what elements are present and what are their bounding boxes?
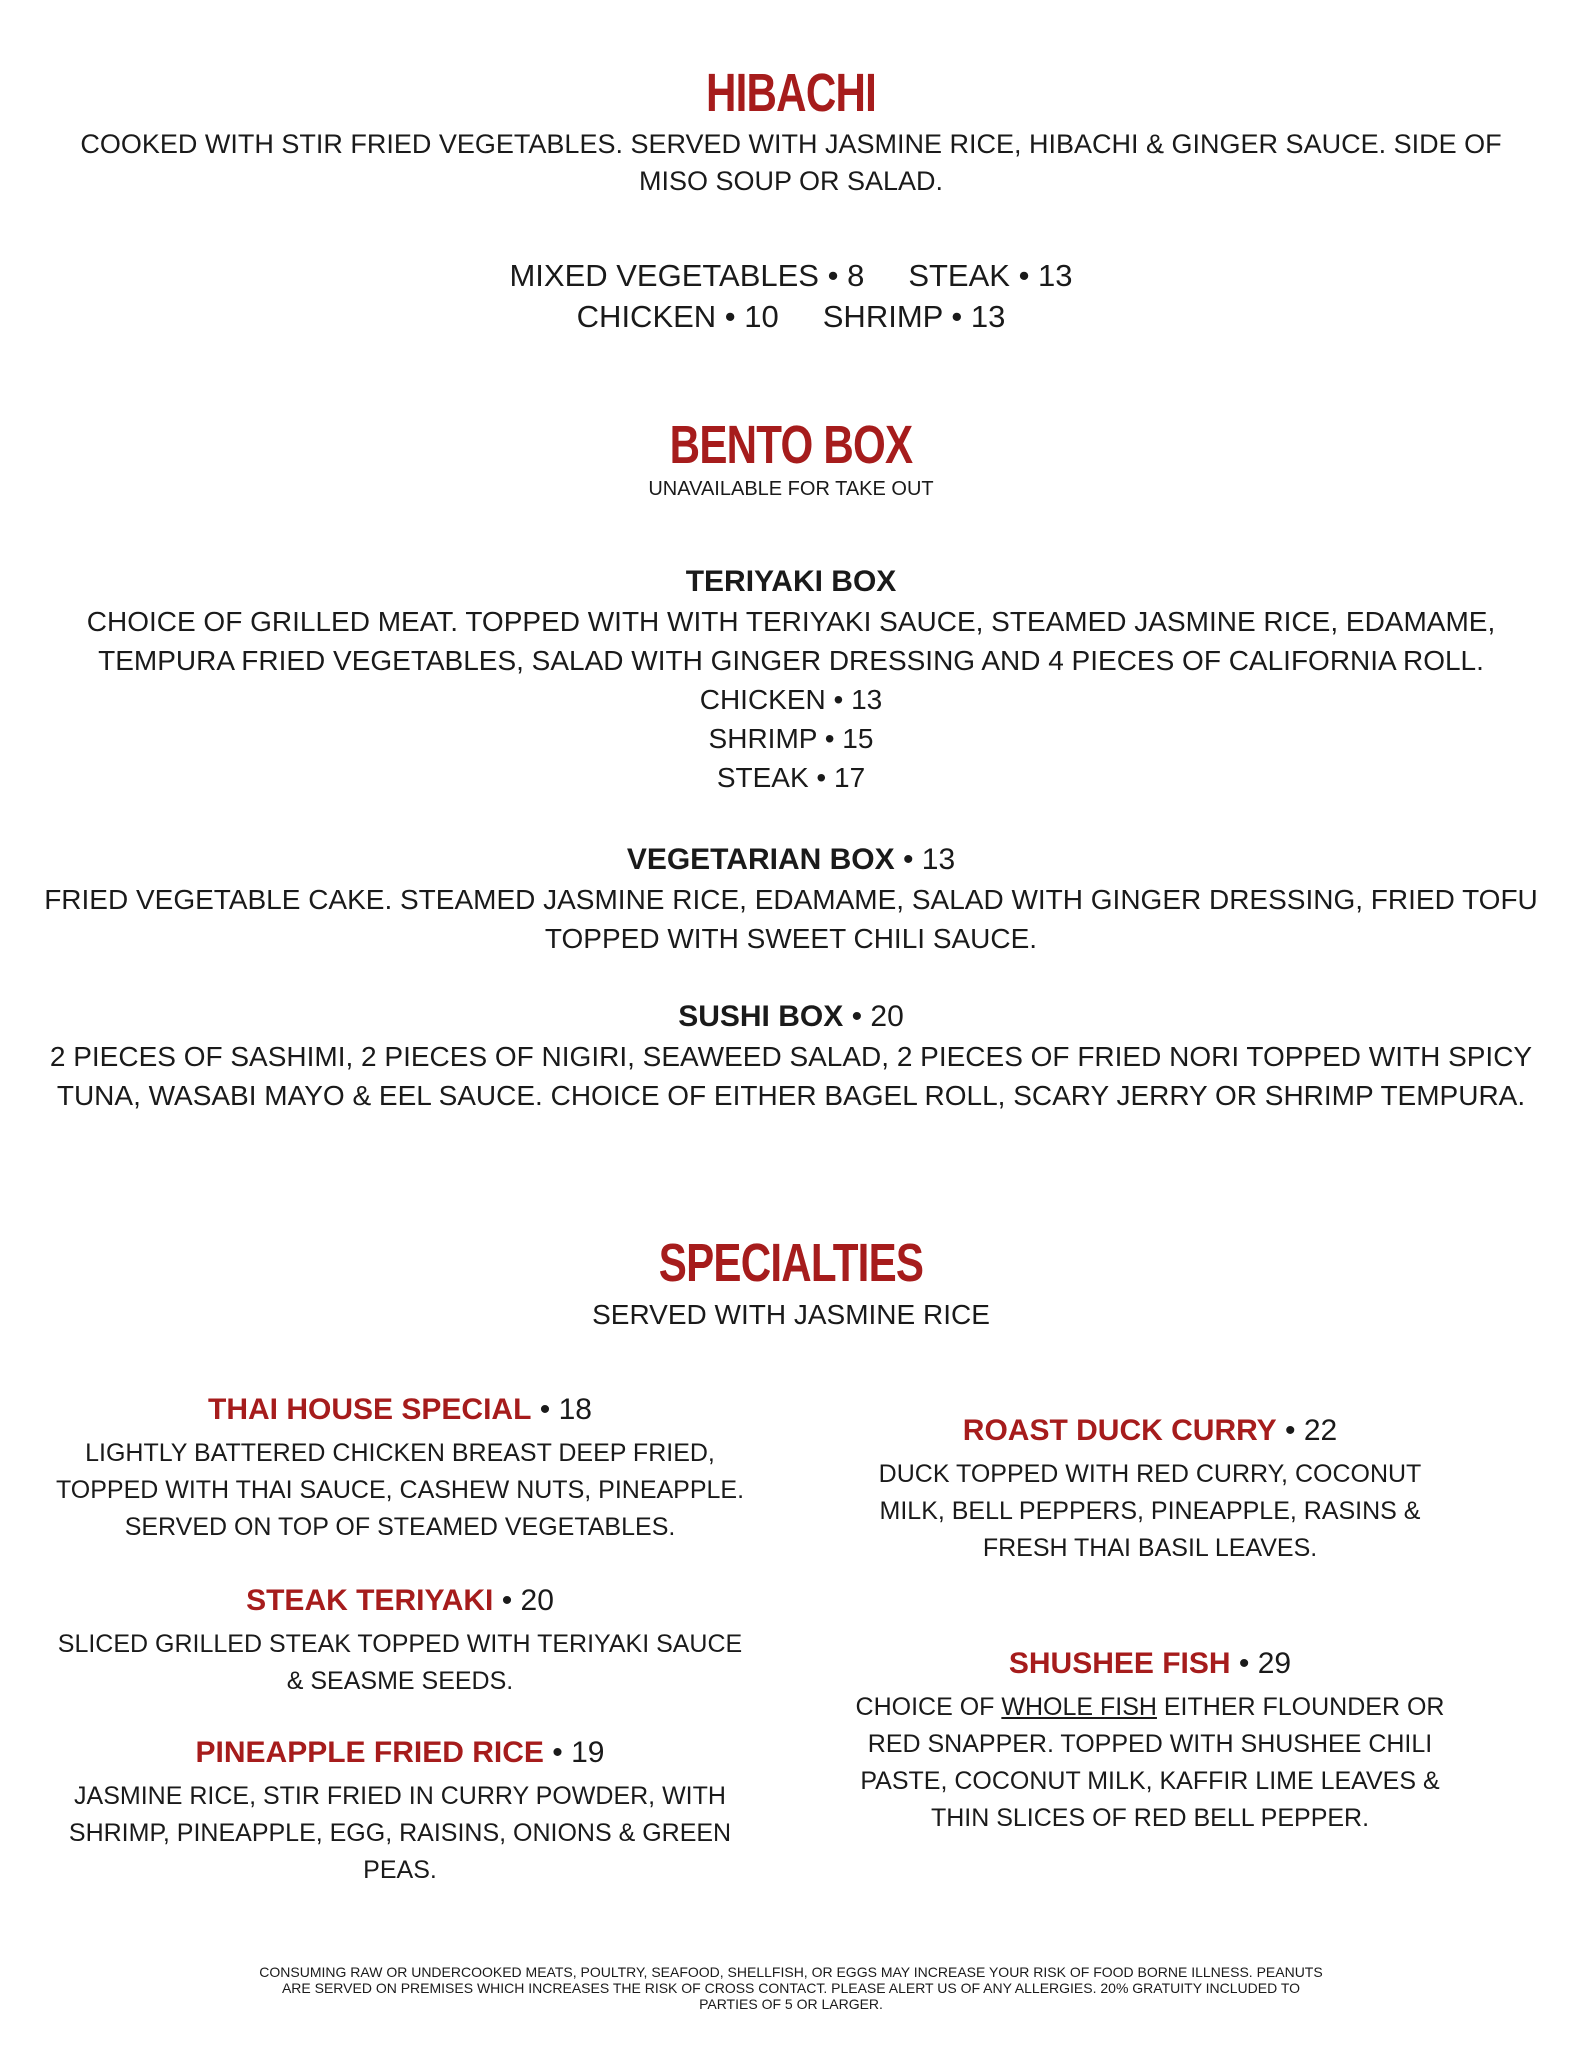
pineapple-fried-rice-name: PINEAPPLE FRIED RICE [195,1736,544,1769]
hibachi-prices-row-2 [0,296,1582,337]
vegetarian-box-desc-2: TOPPED WITH SWEET CHILI SAUCE. [544,923,1038,954]
sushi-box-heading [0,998,1582,1036]
thai-house-special-desc: SERVED ON TOP OF STEAMED VEGETABLES. [124,1513,676,1541]
shushee-fish-name: SHUSHEE FISH [1008,1647,1231,1680]
bento-title: BENTO BOX [669,415,913,475]
hibachi-item: CHICKEN • 10 [576,299,779,334]
shushee-fish-desc-pre: CHOICE OF [855,1693,1002,1721]
thai-house-special-name: THAI HOUSE SPECIAL [208,1393,532,1426]
hibachi-item: STEAK • 13 [908,258,1073,293]
pineapple-fried-rice [40,1733,760,1889]
roast-duck-curry-price: • 22 [1276,1414,1338,1447]
teriyaki-box-desc-2: TEMPURA FRIED VEGETABLES, SALAD WITH GINGER DRESSING AND 4 PIECES OF CALIFORNIA ROLL. [98,645,1484,676]
sushi-box-desc-2: TUNA, WASABI MAYO & EEL SAUCE. CHOICE OF EITHER BAGEL ROLL, SCARY JERRY OR SHRIMP TEMPURA. [56,1080,1526,1111]
pineapple-fried-rice-desc: JASMINE RICE, STIR FRIED IN CURRY POWDER, WITH [74,1782,726,1810]
steak-teriyaki-desc: SLICED GRILLED STEAK TOPPED WITH TERIYAKI SAUCE [57,1630,743,1658]
sushi-box-desc-1: 2 PIECES OF SASHIMI, 2 PIECES OF NIGIRI, SEAWEED SALAD, 2 PIECES OF FRIED NORI TOPPED WITH SPICY [49,1041,1533,1072]
bento-subtitle: UNAVAILABLE FOR TAKE OUT [648,478,934,500]
teriyaki-option: SHRIMP • 15 [708,723,874,754]
thai-house-special-price: • 18 [531,1393,592,1426]
hibachi-item: MIXED VEGETABLES • 8 [509,258,865,293]
specialties-title: SPECIALTIES [658,1233,924,1293]
thai-house-special-desc: TOPPED WITH THAI SAUCE, CASHEW NUTS, PINEAPPLE. [55,1476,745,1504]
shushee-fish-desc [800,1689,1500,1726]
teriyaki-box-name: TERIYAKI BOX [685,565,897,598]
pineapple-fried-rice-price: • 19 [543,1736,605,1769]
footer-line: ARE SERVED ON PREMISES WHICH INCREASES THE RISK OF CROSS CONTACT. PLEASE ALERT US OF ANY ALLERGIES. 20% GRATUITY INCLUDED TO [281,1980,1301,1996]
steak-teriyaki [40,1581,760,1700]
roast-duck-curry-desc: MILK, BELL PEPPERS, PINEAPPLE, RASINS & [879,1497,1421,1525]
steak-teriyaki-name: STEAK TERIYAKI [246,1584,494,1617]
pineapple-fried-rice-desc: SHRIMP, PINEAPPLE, EGG, RAISINS, ONIONS & GREEN [68,1819,732,1847]
vegetarian-box-heading [0,841,1582,879]
hibachi-item: SHRIMP • 13 [822,299,1006,334]
shushee-fish-whole-fish: WHOLE FISH [1001,1693,1157,1721]
vegetarian-box-name: VEGETARIAN BOX [626,843,895,876]
pineapple-fried-rice-desc: PEAS. [363,1856,437,1884]
shushee-fish-desc-post: EITHER FLOUNDER OR [1156,1693,1445,1721]
hibachi-prices-row-1 [0,255,1582,296]
steak-teriyaki-price: • 20 [493,1584,554,1617]
shushee-fish-price: • 29 [1230,1647,1292,1680]
thai-house-special [40,1390,760,1546]
shushee-fish [800,1644,1500,1837]
sushi-box-name: SUSHI BOX [678,1000,844,1033]
footer-line: PARTIES OF 5 OR LARGER. [699,1996,883,2012]
teriyaki-option: STEAK • 17 [716,762,866,793]
shushee-fish-desc: RED SNAPPER. TOPPED WITH SHUSHEE CHILI [867,1730,1433,1758]
sushi-box-price: • 20 [843,1000,904,1033]
roast-duck-curry-name: ROAST DUCK CURRY [962,1414,1277,1447]
footer-disclaimer [0,1964,1582,2012]
thai-house-special-desc: LIGHTLY BATTERED CHICKEN BREAST DEEP FRIED, [85,1439,715,1467]
hibachi-title: HIBACHI [705,63,877,123]
teriyaki-option: CHICKEN • 13 [699,684,883,715]
vegetarian-box-desc-1: FRIED VEGETABLE CAKE. STEAMED JASMINE RICE, EDAMAME, SALAD WITH GINGER DRESSING, FRIED TOFU [44,884,1538,915]
footer-line: CONSUMING RAW OR UNDERCOOKED MEATS, POULTRY, SEAFOOD, SHELLFISH, OR EGGS MAY INCREASE YOUR RISK OF FOOD BORNE ILLNESS. PEANUTS [259,1964,1323,1980]
teriyaki-box-desc-1: CHOICE OF GRILLED MEAT. TOPPED WITH WITH TERIYAKI SAUCE, STEAMED JASMINE RICE, EDAMAME, [86,606,1496,637]
specialties-subtitle: SERVED WITH JASMINE RICE [592,1299,990,1330]
shushee-fish-desc: THIN SLICES OF RED BELL PEPPER. [930,1804,1370,1832]
steak-teriyaki-desc: & SEASME SEEDS. [286,1667,514,1695]
shushee-fish-desc: PASTE, COCONUT MILK, KAFFIR LIME LEAVES & [860,1767,1440,1795]
roast-duck-curry [800,1411,1500,1567]
roast-duck-curry-desc: FRESH THAI BASIL LEAVES. [982,1534,1318,1562]
hibachi-description: COOKED WITH STIR FRIED VEGETABLES. SERVED WITH JASMINE RICE, HIBACHI & GINGER SAUCE. SIDE OF MISO SOUP OR SALAD. [80,129,1502,196]
roast-duck-curry-desc: DUCK TOPPED WITH RED CURRY, COCONUT [878,1460,1422,1488]
vegetarian-box-price: • 13 [894,843,956,876]
